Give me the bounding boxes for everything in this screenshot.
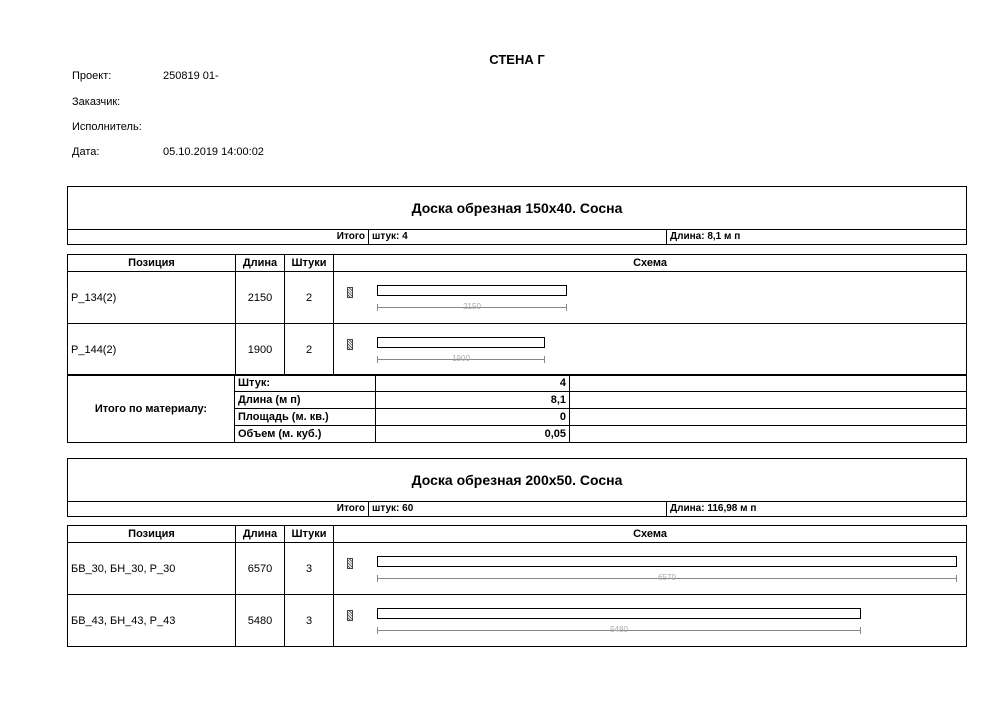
board-section-icon: [347, 558, 353, 569]
col-length: Длина: [236, 526, 285, 543]
col-scheme: Схема: [334, 255, 967, 272]
col-position: Позиция: [68, 526, 236, 543]
cell-count: 3: [285, 543, 334, 595]
cell-scheme: [334, 324, 967, 376]
summary-label: Длина (м п): [235, 392, 376, 409]
cell-position: P_134(2): [68, 272, 236, 324]
dimension-line: [377, 573, 957, 582]
cell-length: 2150: [236, 272, 285, 324]
material-name: Доска обрезная 150x40. Сосна: [68, 187, 966, 230]
material-totals: [68, 502, 966, 516]
positions-table: [67, 525, 967, 647]
cell-position: P_144(2): [68, 324, 236, 376]
cell-count: 3: [285, 595, 334, 647]
totals-length: Длина: 8,1 м п: [670, 231, 741, 242]
cell-scheme: [334, 543, 967, 595]
table-row: [68, 324, 967, 376]
meta-date-value: 05.10.2019 14:00:02: [163, 146, 264, 158]
dimension-label: 6570: [658, 573, 676, 582]
cell-position: БВ_43, БН_43, Р_43: [68, 595, 236, 647]
col-scheme: Схема: [334, 526, 967, 543]
board-section-icon: [347, 287, 353, 298]
col-length: Длина: [236, 255, 285, 272]
summary-value: 0,05: [376, 426, 570, 443]
summary-value: 8,1: [376, 392, 570, 409]
cell-position: БВ_30, БН_30, Р_30: [68, 543, 236, 595]
table-row: [68, 272, 967, 324]
dimension-line: [377, 354, 545, 363]
summary-label: Объем (м. куб.): [235, 426, 376, 443]
material-header: [67, 186, 967, 245]
summary-label: Площадь (м. кв.): [235, 409, 376, 426]
cell-scheme: [334, 272, 967, 324]
material-totals: [68, 230, 966, 244]
cell-count: 2: [285, 272, 334, 324]
board-drawing: [377, 337, 545, 348]
dimension-label: 5480: [610, 625, 628, 634]
board-section-icon: [347, 339, 353, 350]
meta-customer-label: Заказчик:: [72, 96, 121, 108]
material-name: Доска обрезная 200x50. Сосна: [68, 459, 966, 502]
positions-table: [67, 254, 967, 376]
cell-length: 1900: [236, 324, 285, 376]
dimension-label: 2150: [463, 302, 481, 311]
dimension-line: [377, 625, 861, 634]
col-position: Позиция: [68, 255, 236, 272]
cell-count: 2: [285, 324, 334, 376]
totals-label: Итого: [68, 502, 369, 516]
material-summary-table: [67, 374, 967, 443]
summary-value: 0: [376, 409, 570, 426]
cell-scheme: [334, 595, 967, 647]
meta-date-label: Дата:: [72, 146, 100, 158]
table-row: [68, 595, 967, 647]
board-drawing: [377, 556, 957, 567]
material-header: [67, 458, 967, 517]
meta-executor-label: Исполнитель:: [72, 121, 142, 133]
col-count: Штуки: [285, 255, 334, 272]
totals-count: штук: 60: [369, 502, 667, 516]
dimension-line: [377, 302, 567, 311]
cell-length: 6570: [236, 543, 285, 595]
col-count: Штуки: [285, 526, 334, 543]
dimension-label: 1900: [452, 354, 470, 363]
summary-value: 4: [376, 375, 570, 392]
table-row: [68, 543, 967, 595]
meta-project-value: 250819 01-: [163, 70, 219, 82]
totals-count: штук: 4: [369, 230, 667, 244]
summary-label: Штук:: [235, 375, 376, 392]
board-section-icon: [347, 610, 353, 621]
totals-label: Итого: [68, 230, 369, 244]
cell-length: 5480: [236, 595, 285, 647]
summary-title: Итого по материалу:: [68, 375, 235, 443]
totals-length: Длина: 116,98 м п: [670, 503, 757, 514]
document-title: СТЕНА Г: [489, 52, 545, 67]
board-drawing: [377, 285, 567, 296]
meta-project-label: Проект:: [72, 70, 112, 82]
board-drawing: [377, 608, 861, 619]
